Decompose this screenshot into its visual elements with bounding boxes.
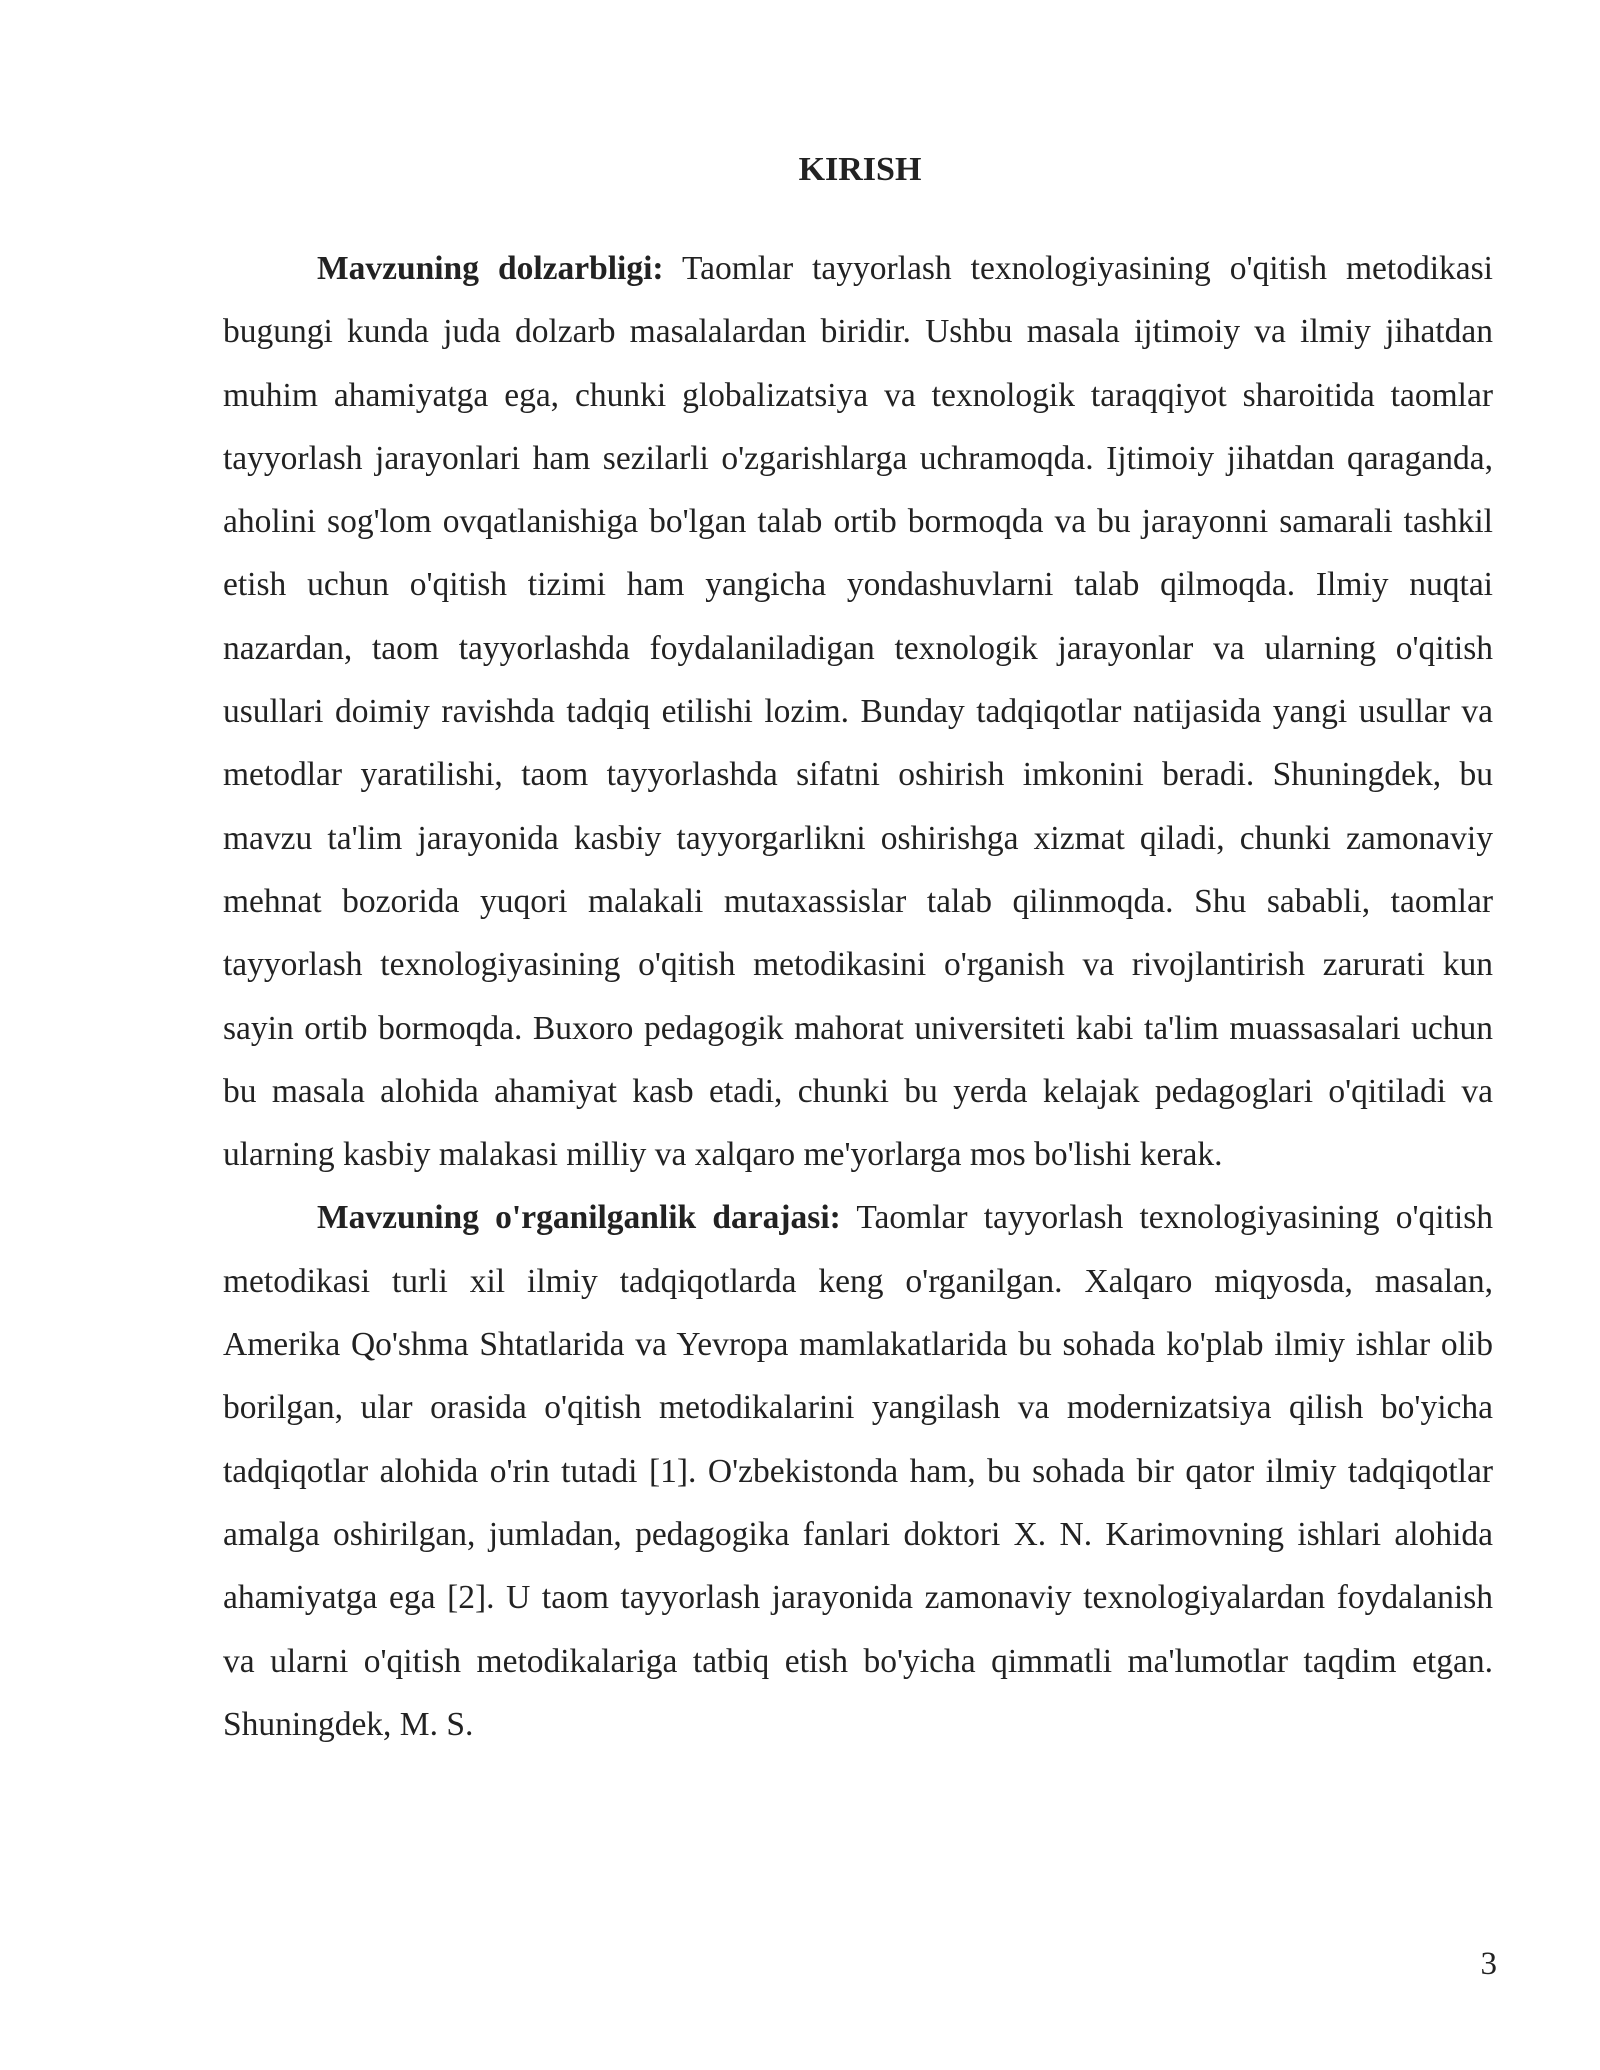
paragraph-relevance [223, 237, 1493, 1186]
paragraph-study-level [223, 1186, 1493, 1756]
paragraph-lead: Mavzuning dolzarbligi: [317, 250, 664, 287]
paragraph-lead: Mavzuning o'rganilganlik darajasi: [317, 1199, 841, 1237]
paragraph-text: Taomlar tayyorlash texnologiyasining o'qitish metodikasi bugungi kunda juda dolzarb masalalardan biridir. Ushbu masala ijtimoiy va ilmiy jihatdan muhim ahamiyatga ega, chunki globalizatsiya va texnologik taraqqiyot sharoitida taomlar tayyorlash jarayonlari ham sezilarli o'zgarishlarga uchramoqda. Ijtimoiy jihatdan qaraganda, aholini sog'lom ovqatlanishiga bo'lgan talab ortib bormoqda va bu jarayonni samarali tashkil etish uchun o'qitish tizimi ham yangicha yondashuvlarni talab qilmoqda. Ilmiy nuqtai nazardan, taom tayyorlashda foydalaniladigan texnologik jarayonlar va ularning o'qitish usullari doimiy ravishda tadqiq etilishi lozim. Bunday tadqiqotlar natijasida yangi usullar va metodlar yaratilishi, taom tayyorlashda sifatni oshirish imkonini beradi. Shuningdek, bu mavzu ta'lim jarayonida kasbiy tayyorgarlikni oshirishga xizmat qiladi, chunki zamonaviy mehnat bozorida yuqori malakali mutaxassislar talab qilinmoqda. Shu sababli, taomlar tayyorlash texnologiyasining o'qitish metodikasini o'rganish va rivojlantirish zarurati kun sayin ortib bormoqda. Buxoro pedagogik mahorat universiteti kabi ta'lim muassasalari uchun bu masala alohida ahamiyat kasb etadi, chunki bu yerda kelajak pedagoglari o'qitiladi va ularning kasbiy malakasi milliy va xalqaro me'yorlarga mos bo'lishi kerak. [223, 250, 1493, 1174]
paragraph-text: Taomlar tayyorlash texnologiyasining o'qitish metodikasi turli xil ilmiy tadqiqotlarda keng o'rganilgan. Xalqaro miqyosda, masalan, Amerika Qo'shma Shtatlarida va Yevropa mamlakatlarida bu sohada ko'plab ilmiy ishlar olib borilgan, ular orasida o'qitish metodikalarini yangilash va modernizatsiya qilish bo'yicha tadqiqotlar alohida o'rin tutadi [1]. O'zbekistonda ham, bu sohada bir qator ilmiy tadqiqotlar amalga oshirilgan, jumladan, pedagogika fanlari doktori X. N. Karimovning ishlari alohida ahamiyatga ega [2]. U taom tayyorlash jarayonida zamonaviy texnologiyalardan foydalanish va ularni o'qitish metodikalariga tatbiq etish bo'yicha qimmatli ma'lumotlar taqdim etgan. Shuningdek, M. S. [223, 1199, 1493, 1743]
document-body [223, 237, 1493, 1756]
page-number: 3 [1480, 1946, 1497, 1982]
section-heading: KIRISH [798, 151, 922, 188]
